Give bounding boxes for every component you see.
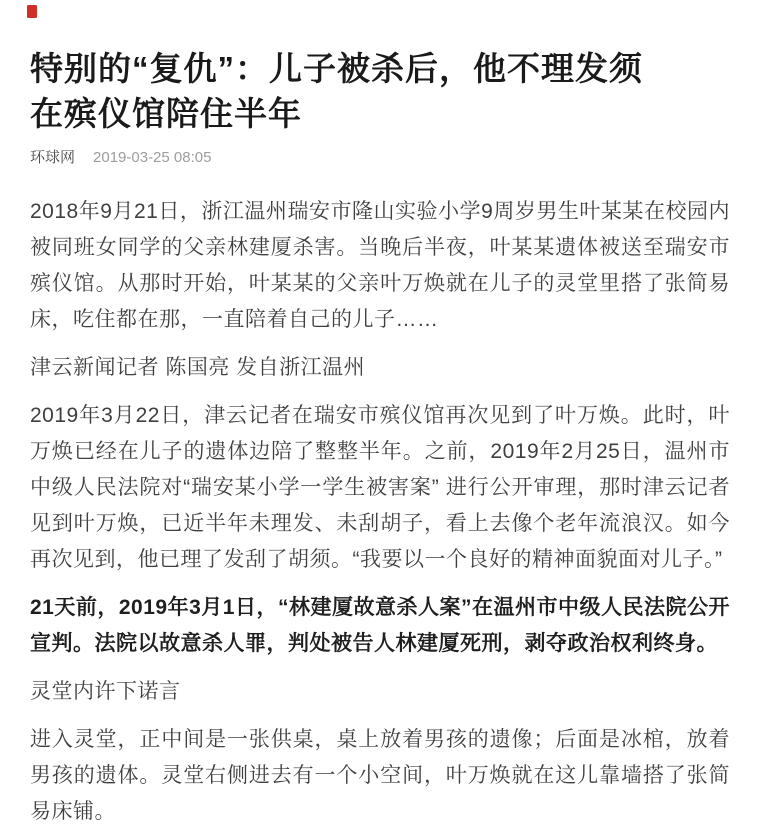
publish-timestamp: 2019-03-25 08:05 (93, 149, 212, 166)
article-meta (30, 146, 730, 167)
section-subheading: 灵堂内许下诺言 (30, 680, 181, 703)
article-title-line-2: 在殡仪馆陪住半年 (30, 95, 302, 132)
paragraph-body: 2019年3月22日，津云记者在瑞安市殡仪馆再次见到了叶万焕。此时，叶万焕已经在儿子的遗体边陪了整整半年。之前，2019年2月25日，温州市中级人民法院对“瑞安某小学一学生被害案” 进行公开审理，那时津云记者见到叶万焕，已近半年未理发、未刮胡子，看上去像个老年流浪汉。如今再次见到，他已理了发刮了胡须。“我要以一个良好的精神面貌面对儿子。” (30, 404, 730, 571)
red-corner-mark-icon (27, 5, 37, 18)
article-container (0, 46, 760, 826)
article-title-line-1: 特别的“复仇”：儿子被杀后，他不理发须 (30, 50, 643, 87)
paragraph-body: 进入灵堂，正中间是一张供桌，桌上放着男孩的遗像；后面是冰棺，放着男孩的遗体。灵堂右侧进去有一个小空间，叶万焕就在这儿靠墙搭了张简易床铺。 (30, 728, 730, 823)
source-name: 环球网 (30, 149, 76, 166)
paragraph-lede: 2018年9月21日，浙江温州瑞安市隆山实验小学9周岁男生叶某某在校园内被同班女同学的父亲林建厦杀害。当晚后半夜，叶某某遗体被送至瑞安市殡仪馆。从那时开始，叶某某的父亲叶万焕就在儿子的灵堂里搭了张简易床，吃住都在那，一直陪着自己的儿子…… (30, 200, 730, 331)
paragraph-byline: 津云新闻记者 陈国亮 发自浙江温州 (30, 356, 366, 379)
article-title (30, 46, 730, 136)
article-body (30, 194, 730, 826)
paragraph-verdict-bold: 21天前，2019年3月1日，“林建厦故意杀人案”在温州市中级人民法院公开宣判。法院以故意杀人罪，判处被告人林建厦死刑，剥夺政治权利终身。 (30, 596, 730, 655)
